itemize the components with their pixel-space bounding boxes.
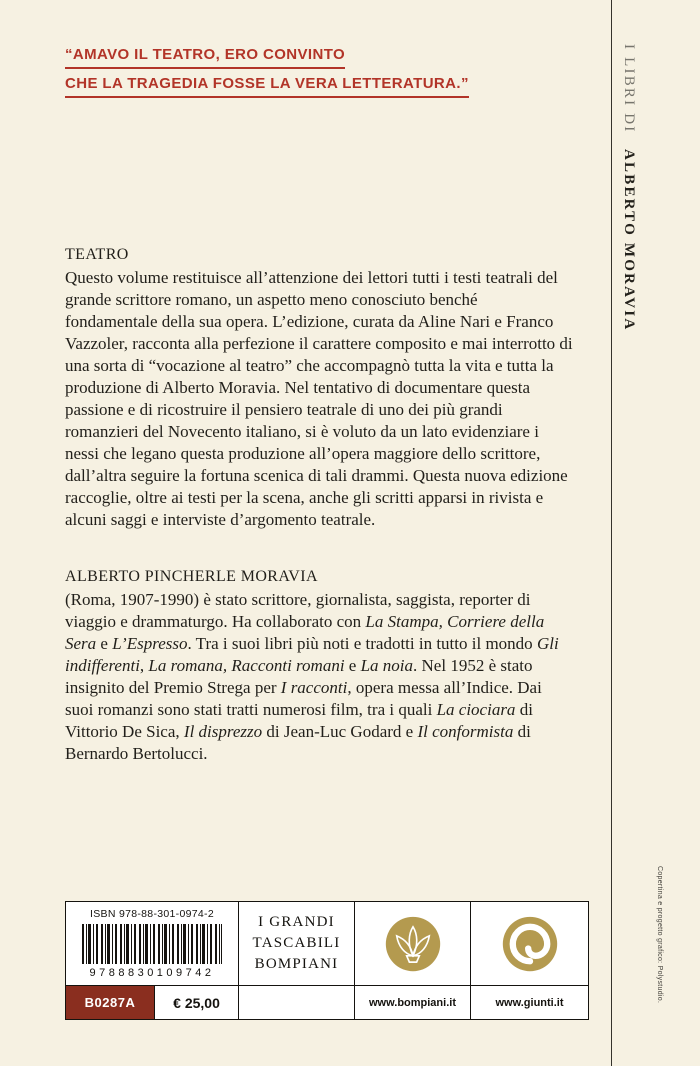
bompiani-url: www.bompiani.it bbox=[369, 996, 456, 1009]
series-author-name: ALBERTO MORAVIA bbox=[621, 149, 637, 332]
isbn-label: ISBN 978-88-301-0974-2 bbox=[90, 908, 214, 920]
publisher-line-3: BOMPIANI bbox=[254, 956, 339, 972]
ean-barcode bbox=[82, 924, 222, 964]
teatro-description: Questo volume restituisce all’attenzione dei lettori tutti i testi teatrali del grande scrittore romano, un aspetto meno conosciuto benché fondamentale della sua opera. L’edizione, curata da Aline Nari e Franco Vazzoler, racconta alla perfezione il carattere composito e mai interrotto di una sorta di “vocazione al teatro” che accompagnò tutta la vita e tutta la produzione di Alberto Moravia. Nel tentativo di documentare questa passione e di ricostruire il pensiero teatrale di uno dei più grandi romanzieri del Novecento italiano, si è voluto da un lato evidenziare i nessi che legano questa produzione all’opera maggiore dello scrittore, dall’altra seguire la fortuna scenica di tali drammi. Questa nuova edizione raccoglie, oltre ai testi per la scena, anche gli scritti apparsi in rivista e alcuni saggi e interviste d’argomento teatrale. bbox=[65, 268, 573, 529]
price-label: € 25,00 bbox=[154, 986, 238, 1019]
quote-line-1: “AMAVO IL TEATRO, ERO CONVINTO bbox=[65, 46, 345, 69]
author-bio: (Roma, 1907-1990) è stato scrittore, giornalista, saggista, reporter di viaggio e drammaturgo. Ha collaborato con La Stampa, Corriere della Sera e L’Espresso. Tra i suoi libri più noti e tradotti in tutto il mondo Gli indifferenti, La romana, Racconti romani e La noia. Nel 1952 è stato insignito del Premio Strega per I racconti, opera messa all’Indice. Dai suoi romanzi sono stati tratti numerosi film, tra i quali La ciociara di Vittorio De Sica, Il disprezzo di Jean-Luc Godard e Il conformista di Bernardo Bertolucci. bbox=[65, 590, 559, 763]
giunti-column bbox=[470, 902, 588, 1019]
ean-digits: 9788830109742 bbox=[89, 967, 215, 979]
series-spine-text bbox=[620, 44, 637, 332]
footer-info-block bbox=[65, 901, 589, 1020]
code-price-row bbox=[66, 985, 238, 1019]
bompiani-logo-cell bbox=[355, 902, 470, 985]
description-section bbox=[65, 246, 574, 765]
barcode-column bbox=[66, 902, 238, 1019]
publisher-column bbox=[238, 902, 354, 1019]
series-label: I LIBRI DI bbox=[621, 44, 637, 134]
product-code-badge: B0287A bbox=[66, 986, 154, 1019]
author-heading: ALBERTO PINCHERLE MORAVIA bbox=[65, 568, 318, 585]
design-credits: Copertina e progetto grafico: Polystudio. bbox=[656, 866, 663, 1004]
publisher-line-1: I GRANDI bbox=[258, 914, 335, 930]
publisher-imprint bbox=[239, 902, 354, 985]
pull-quote bbox=[65, 46, 469, 104]
publisher-line-2: TASCABILI bbox=[252, 935, 341, 951]
giunti-logo-cell bbox=[471, 902, 588, 985]
barcode-cell bbox=[66, 902, 238, 985]
bompiani-column bbox=[354, 902, 470, 1019]
bompiani-logo-icon bbox=[384, 915, 442, 973]
quote-line-2: CHE LA TRAGEDIA FOSSE LA VERA LETTERATURA.” bbox=[65, 75, 469, 98]
publisher-empty-cell bbox=[239, 985, 354, 1019]
teatro-heading: TEATRO bbox=[65, 246, 129, 263]
giunti-logo-icon bbox=[501, 915, 559, 973]
giunti-url: www.giunti.it bbox=[495, 996, 564, 1009]
spine-divider-line bbox=[611, 0, 612, 1066]
